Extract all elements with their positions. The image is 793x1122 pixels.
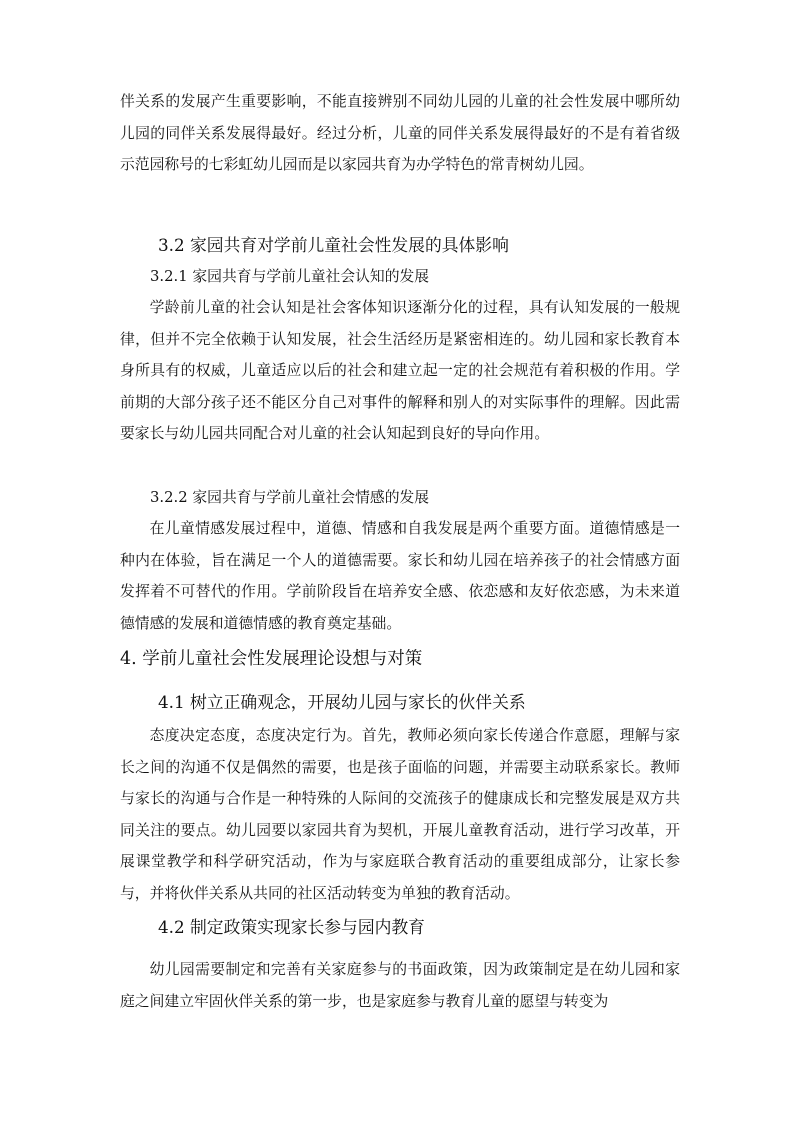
heading-3-2-2: 3.2.2 家园共育与学前儿童社会情感的发展: [150, 489, 430, 506]
paragraph-4-2: [120, 954, 680, 1017]
paragraph-4-1: [120, 720, 680, 910]
heading-4-2: 4.2 制定政策实现家长参与园内教育: [158, 917, 425, 937]
subsection-heading-3-2-2: [150, 484, 670, 512]
section-heading-3-2: [158, 231, 678, 259]
heading-4-1: 4.1 树立正确观念，开展幼儿园与家长的伙伴关系: [158, 692, 526, 712]
paragraph-3-2-1: [120, 292, 680, 450]
paragraph-text: 幼儿园需要制定和完善有关家庭参与的书面政策，因为政策制定是在幼儿园和家庭之间建立牢固伙伴关系的第一步，也是家庭参与教育儿童的愿望与转变为: [120, 961, 680, 1010]
heading-3-2-1: 3.2.1 家园共育与学前儿童社会认知的发展: [150, 268, 430, 285]
paragraph-text: 学龄前儿童的社会认知是社会客体知识逐渐分化的过程，具有认知发展的一般规律，但并不完全依赖于认知发展，社会生活经历是紧密相连的。幼儿园和家长教育本身所具有的权威，儿童适应以后的社会和建立起一定的社会规范有着积极的作用。学前期的大部分孩子还不能区分自己对事件的解释和别人的对实际事件的理解。因此需要家长与幼儿园共同配合对儿童的社会认知起到良好的导向作用。: [120, 299, 680, 443]
chapter-heading-4: [120, 645, 680, 673]
section-heading-4-1: [158, 688, 678, 716]
heading-3-2: 3.2 家园共育对学前儿童社会性发展的具体影响: [158, 235, 509, 255]
paragraph-3-2-2: [120, 513, 680, 639]
paragraph-intro: [120, 86, 680, 181]
paragraph-text: 伴关系的发展产生重要影响，不能直接辨别不同幼儿园的儿童的社会性发展中哪所幼儿园的同伴关系发展得最好。经过分析，儿童的同伴关系发展得最好的不是有着省级示范园称号的七彩虹幼儿园而是以家园共育为办学特色的常青树幼儿园。: [120, 93, 680, 174]
subsection-heading-3-2-1: [150, 263, 670, 291]
heading-4: 4. 学前儿童社会性发展理论设想与对策: [120, 649, 423, 669]
section-heading-4-2: [158, 913, 678, 941]
paragraph-text: 在儿童情感发展过程中，道德、情感和自我发展是两个重要方面。道德情感是一种内在体验，旨在满足一个人的道德需要。家长和幼儿园在培养孩子的社会情感方面发挥着不可替代的作用。学前阶段旨在培养安全感、依恋感和友好依恋感，为未来道德情感的发展和道德情感的教育奠定基础。: [120, 520, 680, 632]
paragraph-text: 态度决定态度，态度决定行为。首先，教师必须向家长传递合作意愿，理解与家长之间的沟通不仅是偶然的需要，也是孩子面临的问题，并需要主动联系家长。教师与家长的沟通与合作是一种特殊的人际间的交流孩子的健康成长和完整发展是双方共同关注的要点。幼儿园要以家园共育为契机，开展儿童教育活动，进行学习改革，开展课堂教学和科学研究活动，作为与家庭联合教育活动的重要组成部分，让家长参与，并将伙伴关系从共同的社区活动转变为单独的教育活动。: [120, 727, 680, 902]
